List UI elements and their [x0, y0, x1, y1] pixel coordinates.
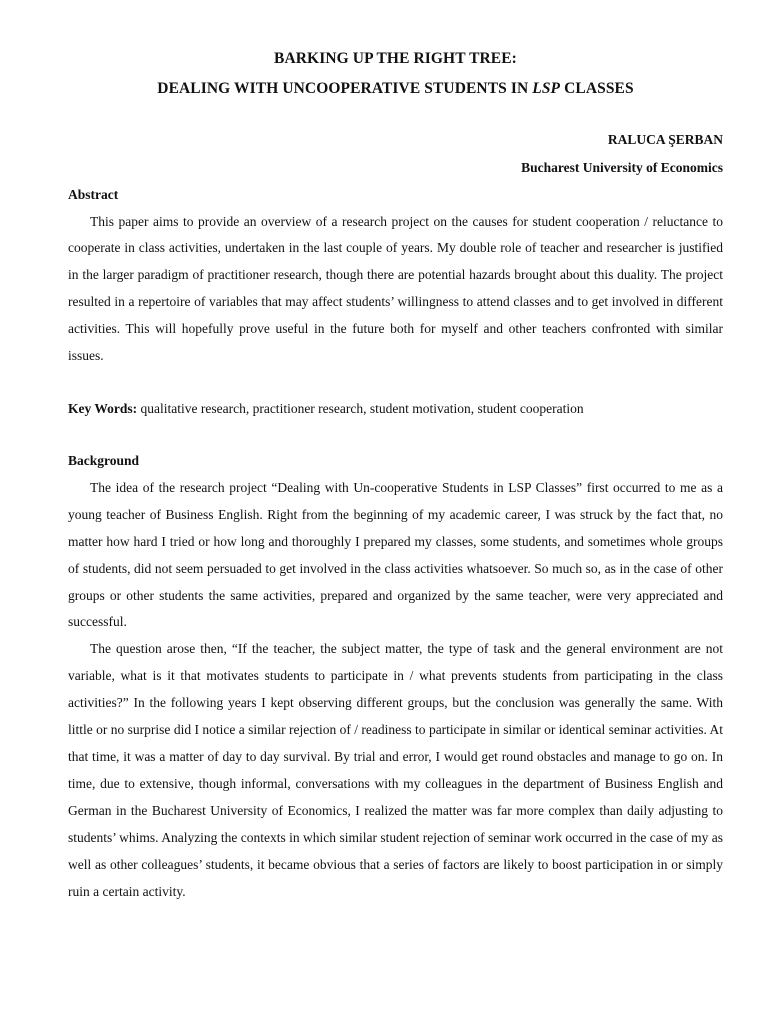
background-paragraph-1: The idea of the research project “Dealing with Un-cooperative Students in LSP Classes” first occurred to me as a young teacher of Business English. Right from the beginning of my academic career, I was struck by the fact that, no matter how hard I tried or how long and thoroughly I prepared my classes, some students, and sometimes whole groups of students, did not seem persuaded to get involved in the class activities whatsoever. So much so, as in the case of other groups or other students the same activities, prepared and organized by the same teacher, were very appreciated and successful.	[68, 479, 723, 630]
keywords	[68, 396, 723, 423]
abstract-heading: Abstract	[68, 187, 119, 202]
author-block	[68, 126, 723, 182]
title-line-2-prefix: DEALING WITH UNCOOPERATIVE STUDENTS IN	[157, 80, 533, 97]
title-line-2-suffix: CLASSES	[560, 80, 634, 97]
author-affiliation: Bucharest University of Economics	[521, 160, 723, 175]
background-heading: Background	[68, 453, 140, 469]
keywords-text: qualitative research, practitioner research, student motivation, student cooperation	[137, 400, 584, 416]
background-paragraph-2: The question arose then, “If the teacher, the subject matter, the type of task and the general environment are not variable, what is it that motivates students to participate in / what prevents students from participating in the class activities?” In the following years I kept observing different groups, but the conclusion was generally the same. With little or no surprise did I notice a similar rejection of / readiness to participate in similar or identical seminar activities. At that time, it was a matter of day to day survival. By trial and error, I would get round obstacles and manage to go on. In time, due to extensive, though informal, conversations with my colleagues in the department of Business English and German in the Bucharest University of Economics, I realized the matter was far more complex than daily adjusting to students’ whims. Analyzing the contexts in which similar student rejection of seminar work occurred in the case of my as well as other colleagues’ students, it became obvious that a series of factors are likely to boost participation in or simply ruin a certain activity.	[68, 641, 723, 899]
title-line-2	[68, 74, 723, 104]
title-line-1: BARKING UP THE RIGHT TREE:	[274, 50, 517, 67]
paper-title	[68, 44, 723, 104]
paper-page	[68, 44, 723, 905]
keywords-label: Key Words:	[68, 400, 138, 416]
author-name: RALUCA ŞERBAN	[607, 132, 723, 147]
title-lsp-italic: LSP	[532, 80, 561, 97]
abstract-text: This paper aims to provide an overview of a research project on the causes for student cooperation / reluctance to cooperate in class activities, undertaken in the last couple of years. My double role of teacher and researcher is justified in the larger paradigm of practitioner research, though there are potential hazards brought about this duality. The project resulted in a repertoire of variables that may affect students’ willingness to attend classes and to get involved in different activities. This will hopefully prove useful in the future both for myself and other teachers confronted with similar issues.	[68, 213, 723, 364]
